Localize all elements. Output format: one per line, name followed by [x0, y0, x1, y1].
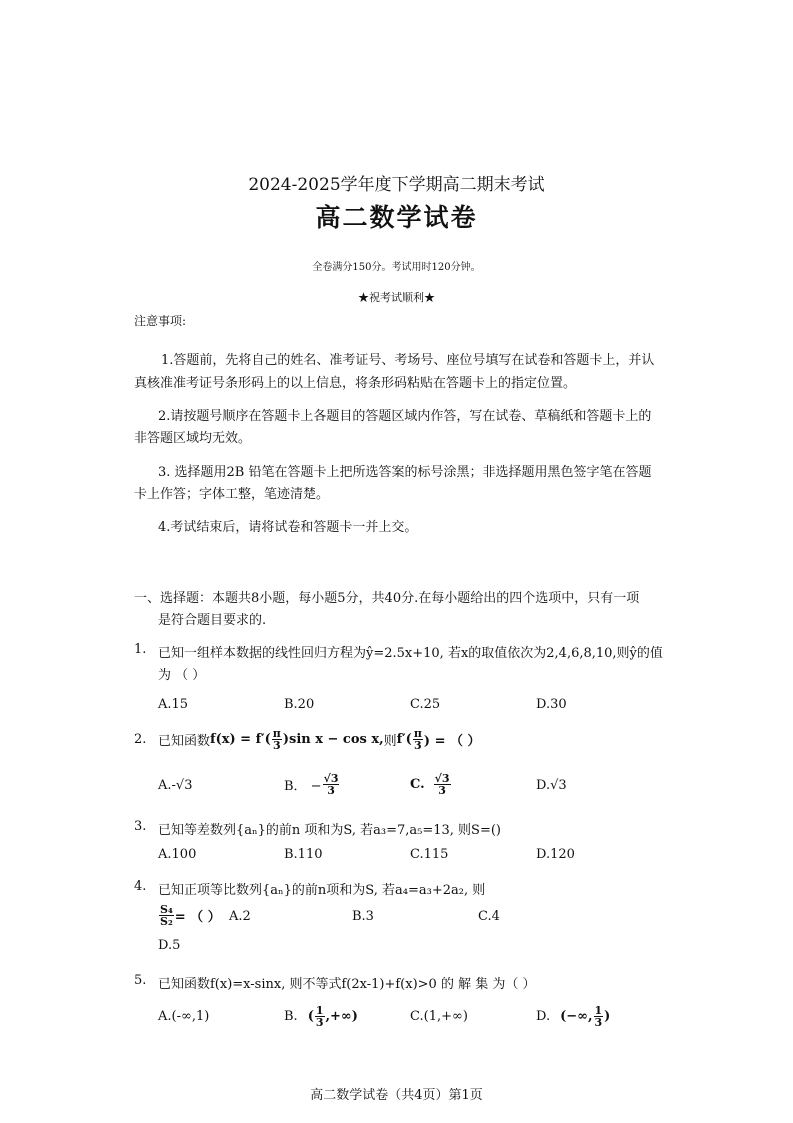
q2-option-b-prefix: B． −	[284, 778, 322, 794]
notes-heading: 注意事项:	[134, 314, 187, 328]
q2-option-b	[284, 766, 340, 802]
q2-frac-num: π	[272, 726, 281, 740]
note-1-line-2: 真核准准考证号条形码上的以上信息，将条形码粘贴在答题卡上的指定位置。	[134, 376, 577, 391]
q1-number: 1.	[134, 642, 147, 657]
q5-option-d-lparen: (−∞,	[560, 1008, 593, 1024]
q3-stem: 已知等差数列{aₙ}的前n 项和为S, 若a₃=7,a₅=13, 则S=()	[158, 823, 501, 838]
q4-ratio-eq: = （ ）	[174, 909, 221, 925]
q2-frac2-den: 3	[414, 738, 422, 752]
q2-frac2-num: π	[413, 726, 422, 740]
note-3-line-1: 3. 选择题用2B 铅笔在答题卡上把所选答案的标号涂黑；非选择题用黑色签字笔在答题	[158, 465, 652, 480]
q4-option-d: D.5	[158, 938, 181, 953]
q2-stem	[158, 722, 481, 756]
q2-option-b-fraction	[323, 773, 340, 796]
q5-option-b-fraction	[315, 1005, 325, 1028]
q5-option-d-rparen: )	[604, 1008, 611, 1024]
q4-option-b: B.3	[352, 909, 374, 924]
q1-option-a: A.15	[158, 697, 189, 712]
q5-option-d-den: 3	[594, 1015, 603, 1029]
q5-option-b-den: 3	[315, 1015, 324, 1029]
q2-stem-prefix: 已知函数	[158, 733, 211, 749]
q2-option-c-num: √3	[434, 771, 450, 785]
q5-option-d-num: 1	[594, 1003, 603, 1017]
note-2-line-1: 2.请按题号顺序在答题卡上各题目的答题区域内作答，写在试卷、草稿纸和答题卡上的	[158, 409, 652, 424]
q2-option-c-fraction	[434, 773, 451, 796]
q1-stem-line-2: 为 （ ）	[158, 668, 206, 683]
q3-option-c: C.115	[410, 847, 449, 862]
q2-formula-part-4: ) = （ ）	[423, 733, 481, 749]
q2-stem-mid: 则	[383, 733, 397, 749]
q1-option-b: B.20	[284, 697, 315, 712]
q5-option-d-fraction	[594, 1005, 604, 1028]
q2-option-b-den: 3	[327, 783, 335, 797]
q4-ratio-num: S₄	[160, 902, 173, 916]
q5-option-d	[536, 999, 610, 1033]
wish-line: ★祝考试顺利★	[358, 291, 435, 304]
q2-fraction-pi-over-3-b	[413, 728, 423, 751]
page-footer: 高二数学试卷（共4页）第1页	[310, 1088, 483, 1103]
q5-option-b-lparen: (	[307, 1008, 314, 1024]
q1-stem-line-1: 已知一组样本数据的线性回归方程为ŷ=2.5x+10, 若x的取值依次为2,4,6,8,10,则ŷ的值	[158, 646, 663, 661]
q4-ratio-den: S₂	[160, 914, 173, 928]
q5-option-b-num: 1	[315, 1003, 324, 1017]
q5-option-b	[284, 999, 358, 1033]
q2-option-b-num: √3	[323, 771, 339, 785]
q4-stem: 已知正项等比数列{aₙ}的前n项和为S, 若a₄=a₃+2a₂, 则	[158, 883, 486, 898]
note-4-line-1: 4.考试结束后，请将试卷和答题卡一并上交。	[158, 520, 418, 535]
q2-number: 2.	[134, 732, 147, 747]
q2-option-c-den: 3	[438, 783, 446, 797]
q2-fraction-pi-over-3	[272, 728, 282, 751]
q1-option-c: C.25	[410, 697, 441, 712]
q5-option-c: C.(1,+∞)	[410, 1009, 468, 1024]
q2-formula-part-1: f(x) = f′(	[210, 731, 271, 747]
section-1-line-2: 是符合题目要求的.	[158, 613, 267, 628]
q5-option-b-rest: ,+∞)	[325, 1008, 358, 1024]
q2-option-c-prefix: C.	[410, 776, 425, 792]
section-1-line-1: 一、选择题：本题共8小题，每小题5分，共40分.在每小题给出的四个选项中，只有一项	[134, 591, 640, 606]
q2-option-d: D.√3	[536, 778, 567, 793]
q3-option-d: D.120	[536, 847, 575, 862]
q2-frac-den: 3	[272, 738, 281, 752]
q5-stem: 已知函数f(x)=x-sinx, 则不等式f(2x-1)+f(x)>0 的 解 集 为（ ）	[158, 977, 536, 992]
q4-number: 4.	[134, 879, 147, 894]
q3-option-b: B.110	[284, 847, 323, 862]
q2-formula-part-3: f′(	[396, 731, 412, 747]
q2-formula-part-2: )sin x − cos x,	[282, 731, 384, 747]
q2-option-c	[410, 766, 452, 802]
subject-title: 高二数学试卷	[315, 203, 478, 232]
q3-number: 3.	[134, 819, 147, 834]
q1-option-d: D.30	[536, 697, 567, 712]
q4-option-a: A.2	[229, 909, 251, 924]
q5-number: 5.	[134, 973, 147, 988]
note-1-line-1: 1.答题前，先将自己的姓名、准考证号、考场号、座位号填写在试卷和答题卡上，并认	[161, 353, 655, 368]
note-3-line-2: 卡上作答；字体工整，笔迹清楚。	[134, 487, 330, 502]
q2-option-a: A.-√3	[158, 778, 193, 793]
note-2-line-2: 非答题区域均无效。	[134, 431, 252, 446]
q4-ratio	[158, 898, 221, 932]
score-time-note: 全卷满分150分。考试用时120分钟。	[312, 262, 481, 273]
q3-option-a: A.100	[158, 847, 197, 862]
q5-option-d-prefix: D.	[536, 1008, 551, 1024]
exam-title: 2024-2025学年度下学期高二期末考试	[248, 175, 545, 195]
q5-option-a: A.(-∞,1)	[158, 1009, 210, 1024]
q5-option-b-prefix: B.	[284, 1008, 298, 1024]
q4-option-c: C.4	[478, 909, 500, 924]
q4-ratio-fraction	[159, 904, 174, 927]
